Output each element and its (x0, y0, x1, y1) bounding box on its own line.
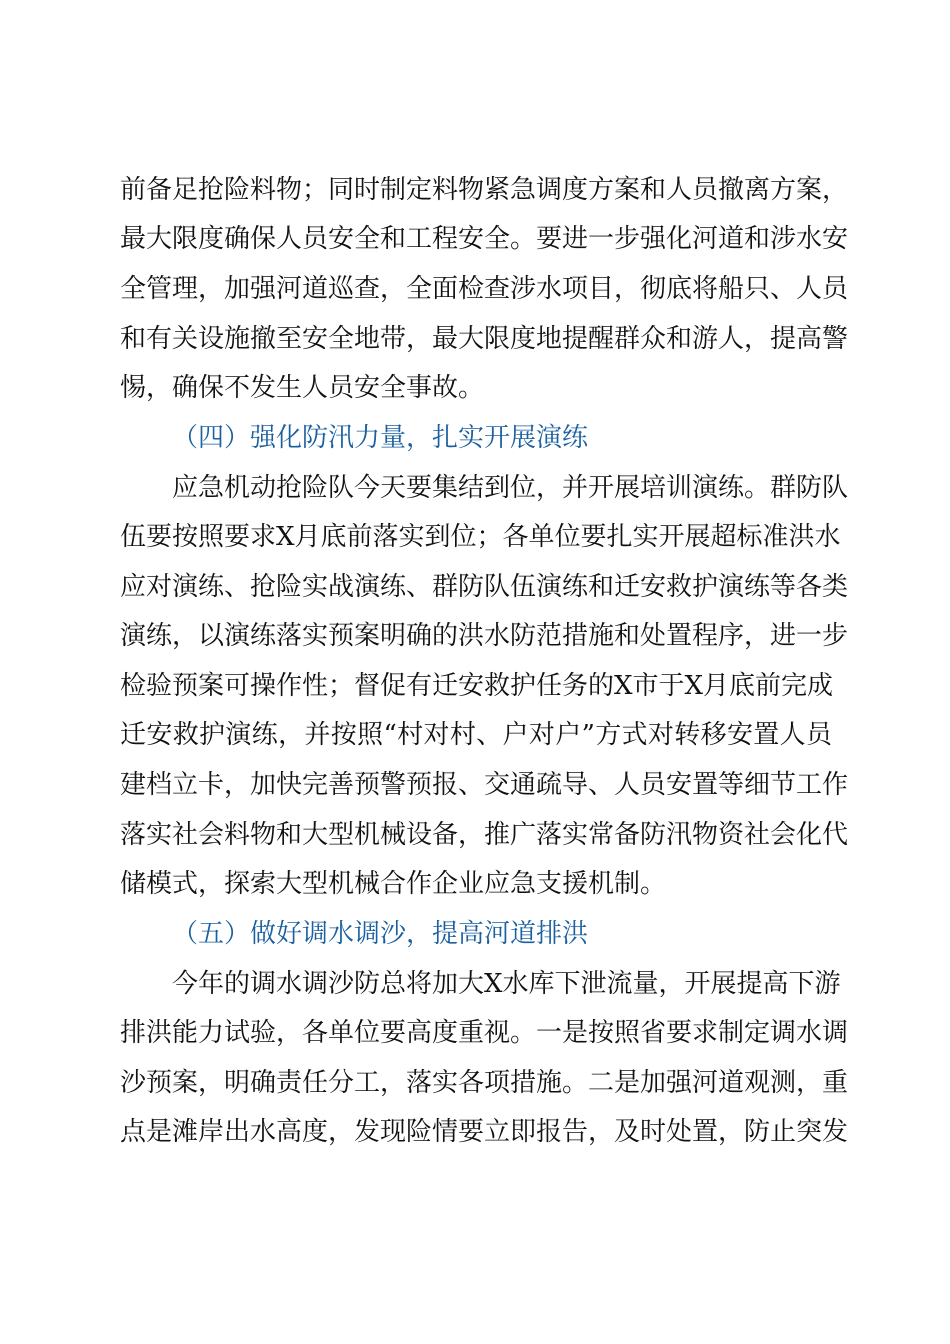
section-heading-4: （四）强化防汛力量，扎实开展演练 (172, 423, 589, 453)
paragraph-line: 最大限度确保人员安全和工程安全。要进一步强化河道和涉水安 (120, 224, 849, 254)
paragraph-line: 应对演练、抢险实战演练、群防队伍演练和迁安救护演练等各类 (120, 572, 849, 602)
paragraph-line: 演练，以演练落实预案明确的洪水防范措施和处置程序，进一步 (120, 621, 849, 651)
paragraph-line: 全管理，加强河道巡查，全面检查涉水项目，彻底将船只、人员 (120, 274, 849, 304)
paragraph-line: 储模式，探索大型机械合作企业应急支援机制。 (120, 869, 667, 899)
paragraph-line: 今年的调水调沙防总将加大X水库下泄流量，开展提高下游 (172, 969, 841, 999)
paragraph-line: 应急机动抢险队今天要集结到位，并开展培训演练。群防队 (172, 473, 849, 503)
paragraph-line: 沙预案，明确责任分工，落实各项措施。二是加强河道观测，重 (120, 1068, 849, 1098)
paragraph-line: 前备足抢险料物；同时制定料物紧急调度方案和人员撤离方案， (120, 175, 849, 205)
paragraph-line: 伍要按照要求X月底前落实到位；各单位要扎实开展超标准洪水 (120, 522, 841, 552)
paragraph-line: 迁安救护演练，并按照“村对村、户对户”方式对转移安置人员 (120, 720, 832, 750)
paragraph-line: 排洪能力试验，各单位要高度重视。一是按照省要求制定调水调 (120, 1018, 849, 1048)
section-heading-5: （五）做好调水调沙，提高河道排洪 (172, 919, 589, 949)
paragraph-line: 和有关设施撤至安全地带，最大限度地提醒群众和游人，提高警 (120, 324, 849, 354)
paragraph-line: 惕，确保不发生人员安全事故。 (120, 373, 485, 403)
paragraph-line: 落实社会料物和大型机械设备，推广落实常备防汛物资社会化代 (120, 820, 849, 850)
paragraph-line: 检验预案可操作性；督促有迁安救护任务的X市于X月底前完成 (120, 671, 834, 701)
paragraph-line: 建档立卡，加快完善预警预报、交通疏导、人员安置等细节工作 (120, 770, 849, 800)
paragraph-line: 点是滩岸出水高度，发现险情要立即报告，及时处置，防止突发 (120, 1117, 849, 1147)
